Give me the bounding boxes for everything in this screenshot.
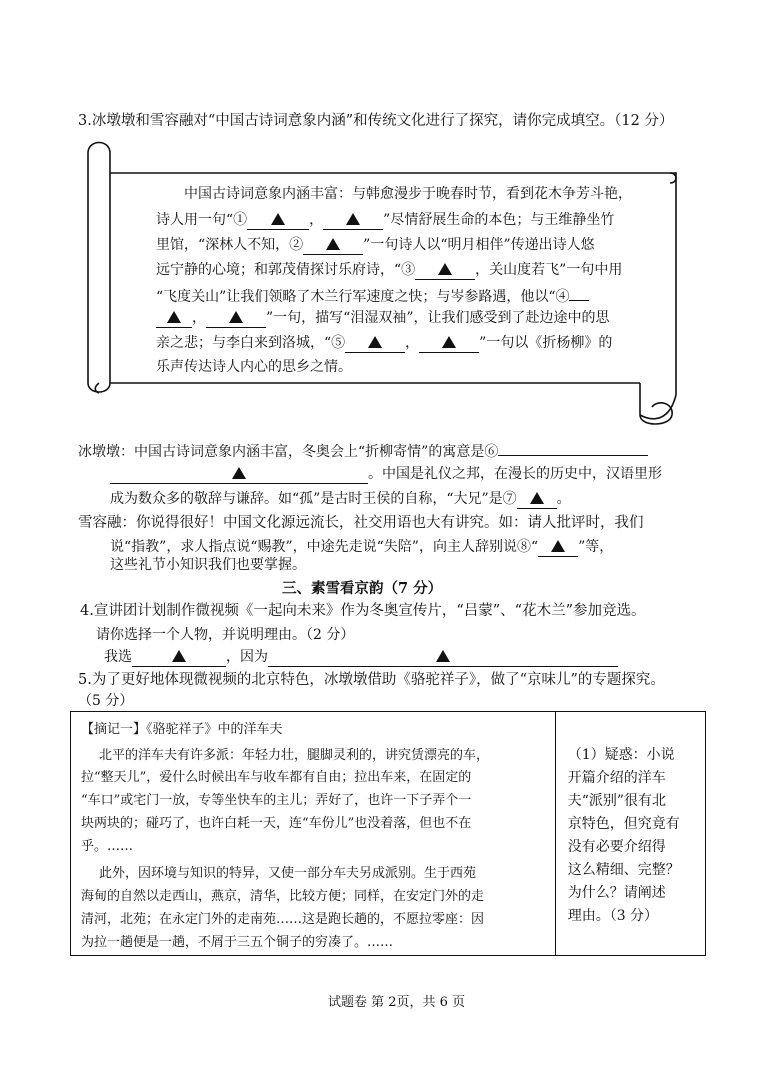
scroll-line-2-text-b: ， [309, 212, 324, 228]
blank-1a[interactable] [247, 211, 309, 230]
question-4-line-3 [104, 645, 618, 669]
blank-6[interactable] [110, 465, 368, 484]
scroll-line-2-text-a: 诗人用一句“① [156, 212, 248, 228]
bing-line-3 [110, 487, 571, 511]
blank-1b[interactable] [323, 211, 383, 230]
excerpt-title: 【摘记一】《骆驼祥子》中的洋车夫 [81, 722, 283, 737]
triangle-icon [551, 540, 565, 552]
scroll-line-1: 中国古诗词意象内涵丰富：与韩愈漫步于晚春时节，看到花木争芳斗艳， [184, 186, 632, 202]
excerpt-cell [71, 712, 556, 956]
triangle-icon [438, 263, 452, 275]
q4-reason-label: ，因为 [226, 649, 268, 665]
xue-line-1: 雪容融：你说得很好！中国文化源远流长，社交用语也大有讲究。如：请人批评时，我们 [78, 515, 644, 531]
blank-5b[interactable] [419, 334, 479, 353]
bing-line-2-text: 。中国是礼仪之邦，在漫长的历史中，汉语里形 [368, 466, 662, 482]
triangle-icon [172, 650, 186, 662]
xue-line-2-text-b: ”等， [578, 539, 614, 555]
section-3-title: 三、素雪看京韵（7 分） [282, 580, 443, 597]
scroll-line-6-text-b: ”一句，描写“泪湿双袖”，让我们感受到了赴边途中的思 [266, 310, 610, 326]
bing-line-3-text-b: 。 [556, 491, 571, 507]
page-footer: 试题卷 第 2页，共 6 页 [328, 995, 466, 1010]
triangle-icon [271, 213, 285, 225]
scroll-line-7-text-c: ”一句以《折杨柳》的 [479, 335, 613, 351]
scroll-line-2-text-c: ”尽情舒展生命的本色；与王维静坐竹 [383, 212, 615, 228]
excerpt-line: 北平的洋车夫有许多派：年轻力壮，腿脚灵利的，讲究赁漂亮的车， [99, 748, 490, 763]
triangle-icon [442, 336, 456, 348]
bing-line-1-text: 冰墩墩：中国古诗词意象内涵丰富，冬奥会上“折柳寄情”的寓意是⑥ [78, 444, 499, 460]
scroll-line-8: 乐声传达诗人内心的思乡之情。 [156, 359, 352, 375]
question-3-intro: 3.冰墩墩和雪容融对“中国古诗词意象内涵”和传统文化进行了探究，请你完成填空。（12 分） [78, 113, 674, 129]
scroll-line-3-text-a: 里馆，“深林人不知，② [156, 237, 304, 253]
question-cell [555, 712, 705, 956]
scroll-line-7 [156, 331, 612, 355]
scroll-line-2 [156, 208, 614, 232]
blank-3[interactable] [415, 261, 475, 280]
triangle-icon [368, 336, 382, 348]
excerpt-table [70, 711, 706, 956]
bing-line-1 [78, 437, 648, 464]
question-4-line-1: 4.宣讲团计划制作微视频《一起向未来》作为冬奥宣传片，“吕蒙”、“花木兰”参加竞选。 [80, 603, 646, 619]
blank-4a-start[interactable] [569, 282, 589, 301]
scroll-line-7-text-b: ， [405, 335, 420, 351]
xue-line-3: 这些礼节小知识我们也要掌握。 [110, 557, 306, 573]
question-5-line-2: （5 分） [78, 693, 134, 709]
scroll-line-6-text-a: ， [192, 310, 206, 326]
excerpt-line: 乎。…… [81, 839, 134, 854]
scroll-line-7-text-a: 亲之悲；与李白来到洛城，“⑤ [156, 335, 346, 351]
scroll-line-4-text-a: 远宁静的心境；和郭茂倩探讨乐府诗，“③ [156, 262, 416, 278]
bing-line-3-text-a: 成为数众多的敬辞与谦辞。如“孤”是古时王侯的自称，“大兄”是⑦ [110, 491, 517, 507]
bing-line-2 [110, 462, 662, 486]
excerpt-line: 清河，北苑；在永定门外的走南苑……这是跑长趟的，不愿拉零座：因 [81, 912, 485, 927]
question-line: 这么精细、完整？ [567, 862, 680, 878]
blank-7[interactable] [517, 490, 557, 509]
triangle-icon [167, 311, 181, 323]
question-line: 理由。（3 分） [567, 908, 659, 924]
scroll-line-3 [156, 233, 595, 257]
scroll-line-4-text-b: ，关山度若飞”一句中用 [475, 262, 623, 278]
triangle-icon [436, 650, 450, 662]
excerpt-line: 海甸的自然以走西山，燕京，清华，比较方便；同样，在安定门外的走 [81, 889, 485, 904]
excerpt-line: 拉“整天儿”，爱什么时候出车与收车都有自由；拉出车来，在固定的 [81, 770, 472, 785]
xue-line-2-text-a: 说“指教”，求人指点说“赐教”，中途先走说“失陪”，向主人辞别说⑧“ [110, 539, 539, 555]
q4-choose-label: 我选 [104, 649, 132, 665]
scroll-line-3-text-b: ”一句诗人以“明月相伴”传递出诗人悠 [363, 237, 595, 253]
choice-blank[interactable] [132, 648, 226, 667]
scroll-line-5 [156, 282, 589, 309]
blank-4b[interactable] [206, 309, 266, 328]
scroll-line-4 [156, 258, 622, 282]
blank-2[interactable] [303, 236, 363, 255]
excerpt-line: 块两块的；碰巧了，也许白耗一天，连“车份儿”也没着落，但也不在 [81, 816, 472, 831]
excerpt-line: 此外，因环境与知识的特异，又使一部分车夫另成派别。生于西苑 [99, 866, 477, 881]
scroll-line-6 [156, 306, 609, 330]
scroll-line-5-text: “飞度关山”让我们领略了木兰行军速度之快；与岑参路遇，他以“④ [156, 289, 570, 305]
triangle-icon [530, 492, 544, 504]
blank-8[interactable] [538, 538, 578, 557]
excerpt-line: 为拉一趟便是一趟，不屑于三五个铜子的穷凑了。…… [81, 935, 394, 950]
question-line: 京特色，但究竟有 [567, 816, 680, 832]
triangle-icon [232, 467, 246, 479]
question-line: 为什么？请阐述 [567, 885, 666, 901]
triangle-icon [346, 213, 360, 225]
blank-4a[interactable] [156, 309, 192, 328]
reason-blank[interactable] [268, 648, 618, 667]
question-5-line-1: 5.为了更好地体现微视频的北京特色，冰墩墩借助《骆驼祥子》，做了“京味儿”的专题探究。 [78, 672, 665, 688]
question-line: （1）疑惑：小说 [567, 747, 675, 763]
question-line: 夫“派别”很有北 [567, 793, 667, 809]
triangle-icon [229, 311, 243, 323]
blank-5a[interactable] [345, 334, 405, 353]
question-line: 开篇介绍的洋车 [567, 770, 666, 786]
blank-6-start[interactable] [498, 437, 648, 456]
excerpt-line: “车口”或宅门一放，专等坐快车的主儿；弄好了，也许一下子弄个一 [81, 793, 472, 808]
question-4-line-2: 请你选择一个人物，并说明理由。（2 分） [96, 627, 355, 643]
triangle-icon [326, 238, 340, 250]
question-line: 没有必要介绍得 [567, 839, 666, 855]
